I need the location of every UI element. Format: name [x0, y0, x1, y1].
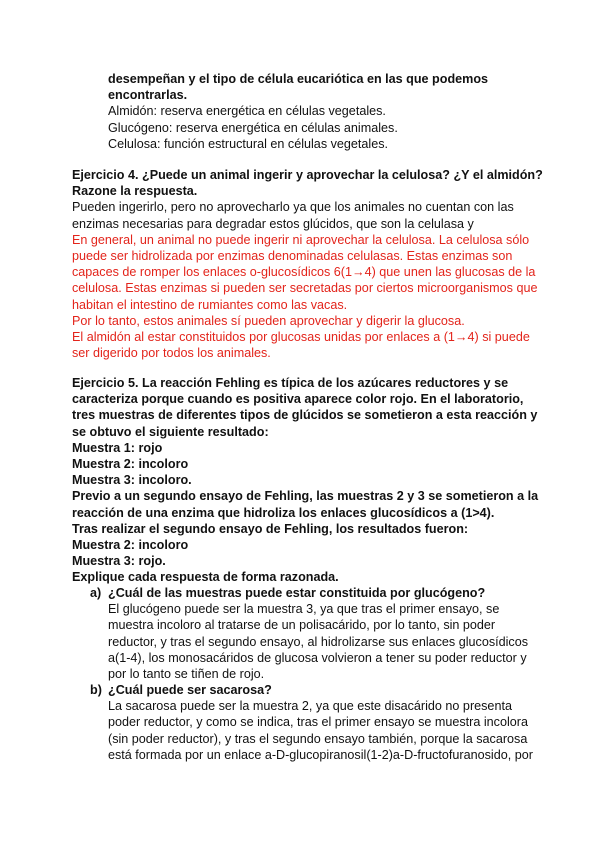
part-b-answer-line: La sacarosa puede ser la muestra 2, ya que este disacárido no presenta: [108, 699, 512, 714]
ex4-correction-line: Por lo tanto, estos animales sí pueden aprovechar y digerir la glucosa.: [72, 313, 465, 328]
intro-bold-line: desempeñan y el tipo de célula eucariótica en las que podemos: [108, 72, 489, 86]
ex4-correction-line: ser digerido por todos los animales.: [72, 346, 271, 361]
part-b-answer-line: poder reductor, y como se indica, tras el primer ensayo se muestra incolora: [108, 715, 528, 730]
list-marker: b): [90, 683, 102, 697]
ex4-correction-line: capaces de romper los enlaces o-glucosídicos 6(1→4) que unen las glucosas de la: [72, 265, 536, 280]
ex5-line: Muestra 1: rojo: [72, 440, 163, 455]
ex5-line: reacción de una enzima que hidroliza los enlaces glucosídicos a (1>4).: [72, 505, 495, 520]
part-a-answer-line: por lo tanto se tiñen de rojo.: [108, 667, 265, 682]
ex4-answer-line: Pueden ingerirlo, pero no aprovecharlo ya que los animales no cuentan con las: [72, 200, 514, 215]
ex5-line: Tras realizar el segundo ensayo de Fehling, los resultados fueron:: [72, 521, 469, 536]
intro-bold-line: encontrarlas.: [108, 88, 188, 103]
part-b-answer-line: (sin poder reductor), y tras el segundo ensayo también, porque la sacarosa: [108, 731, 528, 746]
list-marker: a): [90, 586, 102, 600]
ex5-line: Previo a un segundo ensayo de Fehling, las muestras 2 y 3 se sometieron a la: [72, 489, 539, 504]
ex5-line: caracteriza porque cuando es positiva aparece color rojo. En el laboratorio,: [72, 392, 524, 407]
part-b-question: ¿Cuál puede ser sacarosa?: [108, 683, 272, 697]
ex4-correction-line: El almidón al estar constituidos por glucosas unidas por enlaces a (1→4) si puede: [72, 330, 530, 345]
intro-item: Celulosa: función estructural en células vegetales.: [108, 136, 389, 151]
ex4-correction-line: En general, un animal no puede ingerir ni aprovechar la celulosa. La celulosa sólo: [72, 232, 530, 247]
part-a-answer-line: muestra incoloro al tratarse de un polisacárido, por lo tanto, sin poder: [108, 618, 496, 633]
ex4-question: Ejercicio 4. ¿Puede un animal ingerir y aprovechar la celulosa? ¿Y el almidón?: [72, 168, 543, 182]
ex5-line: Explique cada respuesta de forma razonada.: [72, 570, 339, 585]
part-a-answer-line: reductor, y tras el segundo ensayo, al hidrolizarse sus enlaces glucosídicos: [108, 634, 529, 649]
intro-item: Almidón: reserva energética en células vegetales.: [108, 104, 386, 119]
ex4-answer-line: enzimas necesarias para degradar estos glúcidos, que son la celulasa y: [72, 216, 474, 231]
part-a-question: ¿Cuál de las muestras puede estar constituida por glucógeno?: [108, 586, 486, 600]
ex5-line: se obtuvo el siguiente resultado:: [72, 424, 269, 439]
part-a-answer-line: El glucógeno puede ser la muestra 3, ya que tras el primer ensayo, se: [108, 602, 500, 617]
exercise-5-statement: [72, 375, 538, 586]
ex5-line: Muestra 2: incoloro: [72, 538, 189, 553]
ex5-part-b: [90, 682, 533, 763]
ex5-line: tres muestras de diferentes tipos de glúcidos se sometieron a esta reacción y: [72, 408, 538, 423]
ex5-part-a: [90, 585, 528, 682]
ex5-line: Ejercicio 5. La reacción Fehling es típica de los azúcares reductores y se: [72, 376, 509, 390]
ex4-correction-line: celulosa. Estas enzimas si pueden ser secretadas por ciertos microorganismos que: [72, 281, 538, 296]
part-a-answer-line: a(1-4), los monosacáridos de glucosa volvieron a tener su poder reductor y: [108, 650, 527, 665]
part-b-answer-line: está formada por un enlace a-D-glucopiranosil(1-2)a-D-fructofuranosido, por: [108, 747, 533, 762]
intro-block: [108, 71, 488, 152]
ex4-question: Razone la respuesta.: [72, 184, 198, 199]
ex5-line: Muestra 3: incoloro.: [72, 473, 192, 488]
intro-item: Glucógeno: reserva energética en células animales.: [108, 120, 398, 135]
ex4-correction-line: habitan el intestino de rumiantes como las vacas.: [72, 297, 348, 312]
exercise-4: [72, 167, 543, 361]
ex4-correction-line: puede ser hidrolizada por enzimas denominadas celulasas. Estas enzimas son: [72, 249, 513, 264]
ex5-line: Muestra 2: incoloro: [72, 457, 189, 472]
ex5-line: Muestra 3: rojo.: [72, 554, 166, 569]
